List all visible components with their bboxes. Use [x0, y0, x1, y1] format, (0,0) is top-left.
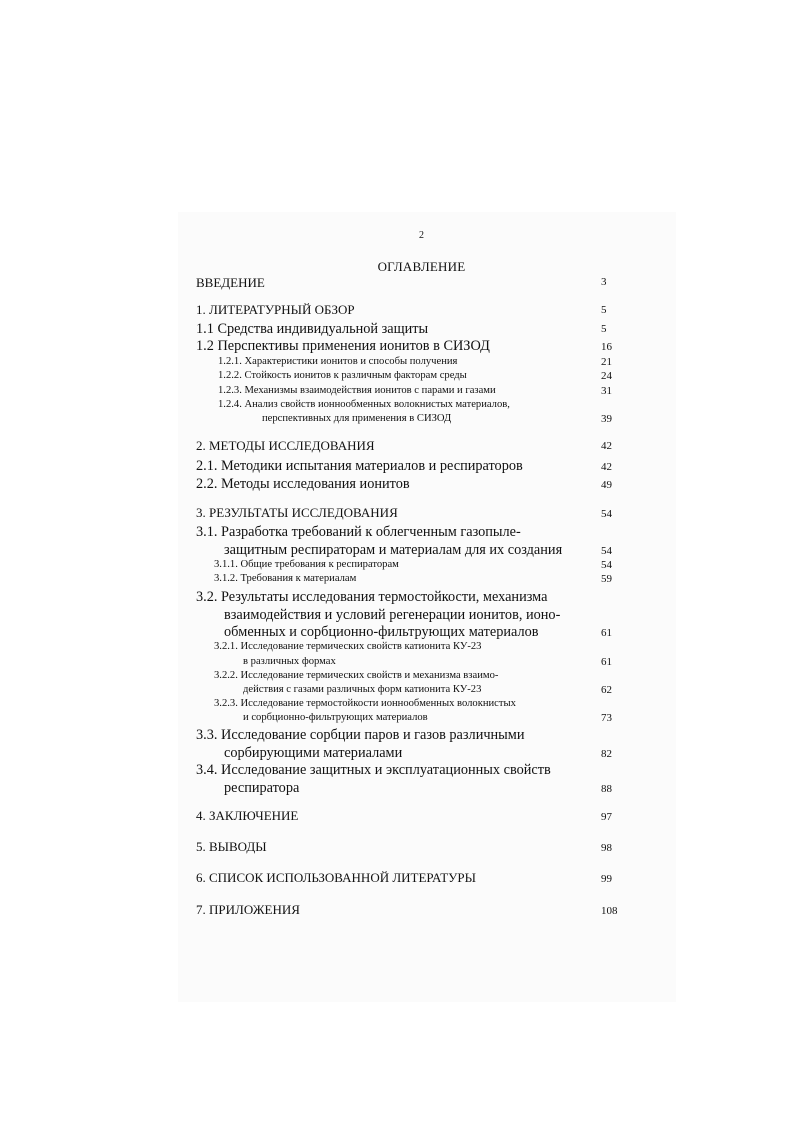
toc-entry-1-2-1[interactable]: 1.2.1. Характеристики ионитов и способы получения: [218, 356, 458, 367]
toc-entry-1-1[interactable]: 1.1 Средства индивидуальной защиты: [196, 321, 429, 337]
toc-page-1-2-1: 21: [601, 356, 612, 368]
toc-entry-3-4-cont: респиратора: [224, 780, 300, 796]
toc-page-section-5: 98: [601, 842, 612, 854]
toc-entry-1-2-2[interactable]: 1.2.2. Стойкость ионитов к различным факторам среды: [218, 370, 467, 381]
toc-page-section-6: 99: [601, 873, 612, 885]
toc-entry-3-2-3[interactable]: 3.2.3. Исследование термостойкости ионнообменных волокнистых: [214, 698, 516, 709]
toc-page-3-1: 54: [601, 545, 612, 557]
toc-page-3-4: 88: [601, 783, 612, 795]
toc-entry-3-2[interactable]: 3.2. Результаты исследования термостойкости, механизма: [196, 589, 548, 605]
toc-page-3-1-2: 59: [601, 573, 612, 585]
toc-page-3-2-3: 73: [601, 712, 612, 724]
toc-page-3-2: 61: [601, 627, 612, 639]
toc-page-1-2: 16: [601, 341, 612, 353]
toc-page-section-3: 54: [601, 508, 612, 520]
toc-page-1-2-3: 31: [601, 385, 612, 397]
toc-entry-3-1[interactable]: 3.1. Разработка требований к облегченным газопыле-: [196, 524, 521, 540]
toc-entry-section-5[interactable]: 5. ВЫВОДЫ: [196, 839, 267, 854]
toc-page-3-1-1: 54: [601, 559, 612, 571]
toc-entry-1-2-3[interactable]: 1.2.3. Механизмы взаимодействия ионитов с парами и газами: [218, 385, 496, 396]
toc-entry-3-2-2[interactable]: 3.2.2. Исследование термических свойств и механизма взаимо-: [214, 670, 499, 681]
toc-entry-1-2-4[interactable]: 1.2.4. Анализ свойств ионнообменных волокнистых материалов,: [218, 399, 510, 410]
toc-entry-2-1[interactable]: 2.1. Методики испытания материалов и респираторов: [196, 458, 523, 474]
toc-entry-3-2-1[interactable]: 3.2.1. Исследование термических свойств катионита КУ-23: [214, 641, 482, 652]
toc-page-3-2-1: 61: [601, 656, 612, 668]
toc-page-section-1: 5: [601, 304, 607, 316]
toc-page-intro: 3: [601, 276, 607, 288]
toc-page-3-2-2: 62: [601, 684, 612, 696]
toc-entry-3-1-2[interactable]: 3.1.2. Требования к материалам: [214, 573, 357, 584]
toc-entry-1-2-4-cont: перспективных для применения в СИЗОД: [262, 413, 452, 424]
toc-page-1-1: 5: [601, 323, 607, 335]
toc-entry-section-2[interactable]: 2. МЕТОДЫ ИССЛЕДОВАНИЯ: [196, 438, 375, 453]
toc-entry-3-2-1-cont: в различных формах: [243, 656, 336, 667]
toc-entry-3-2-cont-2: обменных и сорбционно-фильтрующих материалов: [224, 624, 539, 640]
toc-entry-3-1-cont: защитным респираторам и материалам для их создания: [224, 542, 563, 558]
toc-page-2-1: 42: [601, 461, 612, 473]
toc-page-1-2-4: 39: [601, 413, 612, 425]
toc-entry-1-2[interactable]: 1.2 Перспективы применения ионитов в СИЗОД: [196, 338, 490, 354]
page-title: ОГЛАВЛЕНИЕ: [377, 259, 466, 274]
toc-page-section-7: 108: [601, 905, 618, 917]
toc-entry-3-2-2-cont: действия с газами различных форм катионита КУ-23: [243, 684, 482, 695]
toc-entry-3-4[interactable]: 3.4. Исследование защитных и эксплуатационных свойств: [196, 762, 551, 778]
toc-entry-3-3[interactable]: 3.3. Исследование сорбции паров и газов различными: [196, 727, 525, 743]
toc-entry-3-1-1[interactable]: 3.1.1. Общие требования к респираторам: [214, 559, 399, 570]
toc-entry-section-1[interactable]: 1. ЛИТЕРАТУРНЫЙ ОБЗОР: [196, 302, 355, 317]
toc-entry-2-2[interactable]: 2.2. Методы исследования ионитов: [196, 476, 410, 492]
toc-page-section-4: 97: [601, 811, 612, 823]
toc-entry-3-2-3-cont: и сорбционно-фильтрующих материалов: [243, 712, 428, 723]
toc-entry-section-6[interactable]: 6. СПИСОК ИСПОЛЬЗОВАННОЙ ЛИТЕРАТУРЫ: [196, 870, 476, 885]
toc-entry-3-2-cont-1: взаимодействия и условий регенерации ионитов, ионо-: [224, 607, 561, 623]
toc-page-3-3: 82: [601, 748, 612, 760]
toc-entry-section-7[interactable]: 7. ПРИЛОЖЕНИЯ: [196, 902, 300, 917]
toc-entry-intro[interactable]: ВВЕДЕНИЕ: [196, 275, 265, 290]
toc-entry-section-3[interactable]: 3. РЕЗУЛЬТАТЫ ИССЛЕДОВАНИЯ: [196, 505, 398, 520]
toc-entry-3-3-cont: сорбирующими материалами: [224, 745, 403, 761]
toc-page-section-2: 42: [601, 440, 612, 452]
page-number: 2: [419, 230, 424, 241]
toc-page-2-2: 49: [601, 479, 612, 491]
toc-entry-section-4[interactable]: 4. ЗАКЛЮЧЕНИЕ: [196, 808, 299, 823]
toc-page-1-2-2: 24: [601, 370, 612, 382]
